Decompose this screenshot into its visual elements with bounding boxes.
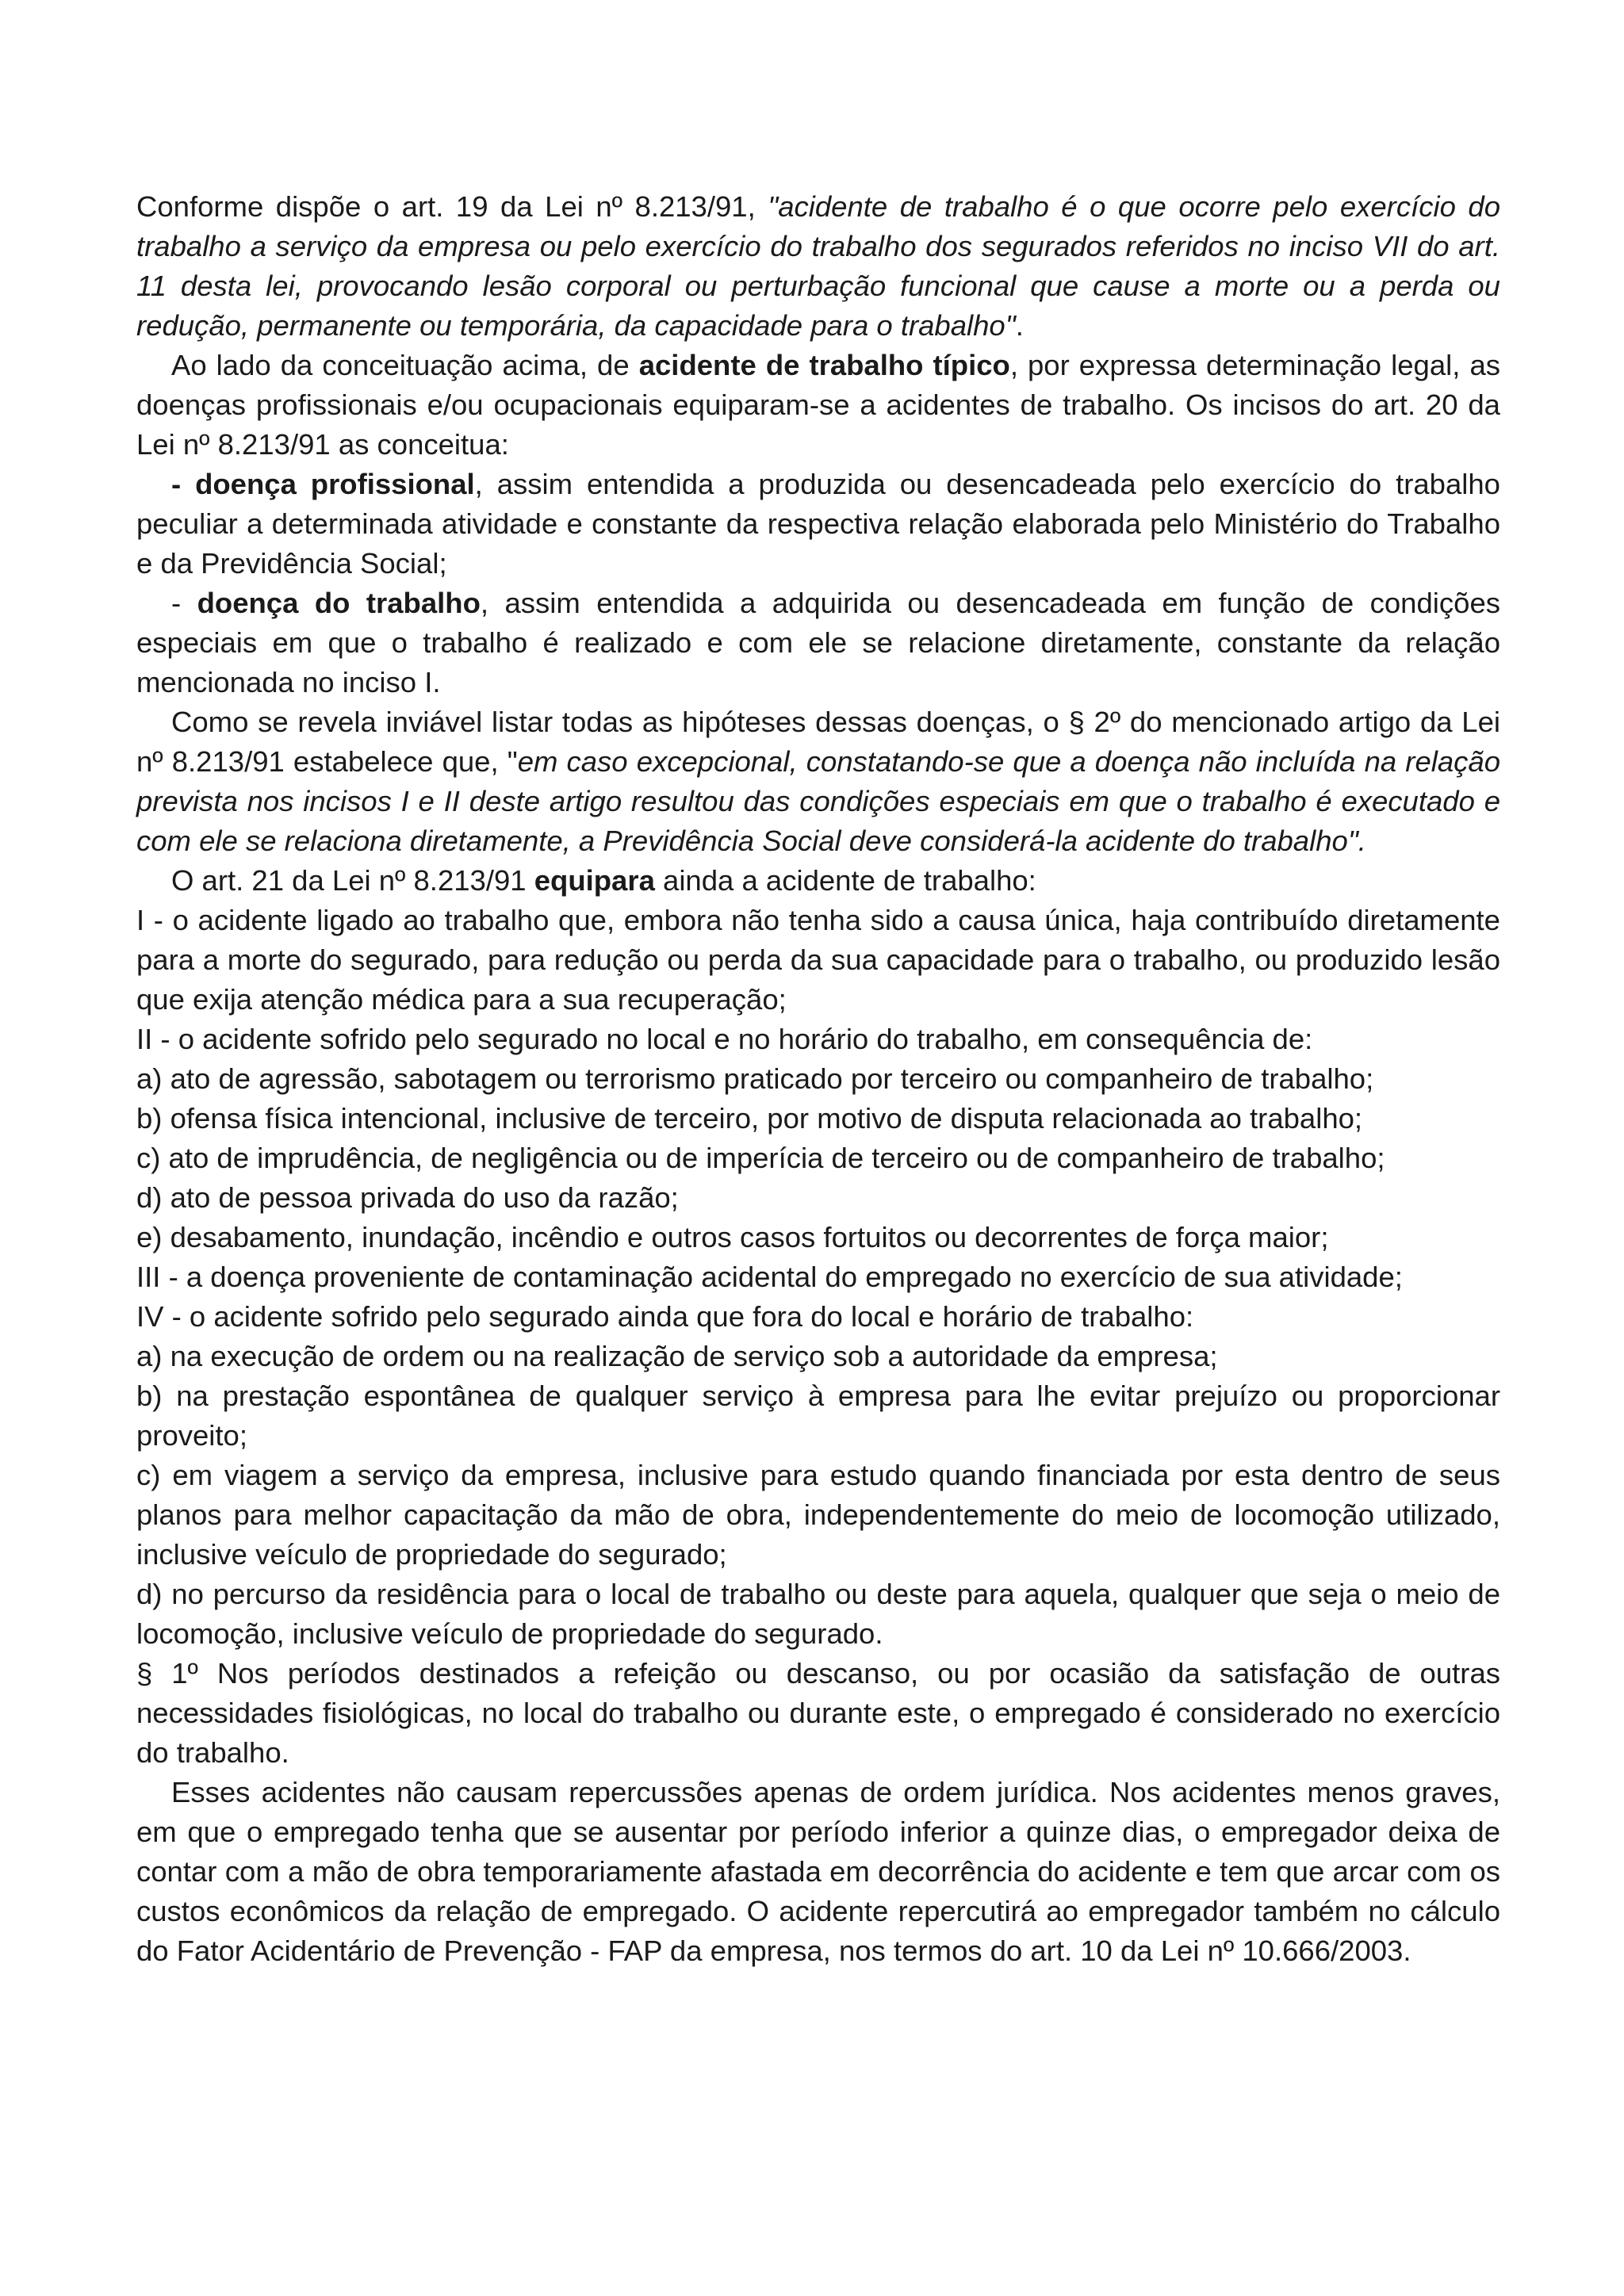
list-item: § 1º Nos períodos destinados a refeição ou descanso, ou por ocasião da satisfação de outras necessidades fisiológicas, no local do trabalho ou durante este, o empregado é considerado no exercício do trabalho. bbox=[136, 1657, 1500, 1769]
paragraph-doenca-profissional: - doença profissional, assim entendida a produzida ou desencadeada pelo exercício do trabalho peculiar a determinada atividade e constante da respectiva relação elaborada pelo Ministério do Trabalho e da Previdência Social; bbox=[136, 468, 1500, 580]
paragraph-doenca-trabalho: - doença do trabalho, assim entendida a adquirida ou desencadeada em função de condições especiais em que o trabalho é realizado e com ele se relacione diretamente, constante da relação mencionada no inciso I. bbox=[136, 587, 1500, 698]
paragraph-art21: O art. 21 da Lei nº 8.213/91 equipara ainda a acidente de trabalho: bbox=[171, 864, 1036, 897]
paragraph-art19: Conforme dispõe o art. 19 da Lei nº 8.213/91, "acidente de trabalho é o que ocorre pelo exercício do trabalho a serviço da empresa ou pelo exercício do trabalho dos segurados referidos no inciso VII do art. 11 desta lei, provocando lesão corporal ou perturbação funcional que cause a morte ou a perda ou redução, permanente ou temporária, da capacidade para o trabalho". bbox=[136, 190, 1500, 342]
term-doenca-trabalho: doença do trabalho bbox=[197, 587, 481, 619]
list-item: a) na execução de ordem ou na realização de serviço sob a autoridade da empresa; bbox=[136, 1340, 1218, 1372]
list-item: d) ato de pessoa privada do uso da razão; bbox=[136, 1181, 679, 1214]
list-item: c) em viagem a serviço da empresa, inclusive para estudo quando financiada por esta dentro de seus planos para melhor capacitação da mão de obra, independentemente do meio de locomoção utilizado, inclusive veículo de propriedade do segurado; bbox=[136, 1459, 1500, 1571]
list-item: II - o acidente sofrido pelo segurado no local e no horário do trabalho, em consequência de: bbox=[136, 1023, 1313, 1055]
list-item: b) na prestação espontânea de qualquer serviço à empresa para lhe evitar prejuízo ou proporcionar proveito; bbox=[136, 1380, 1500, 1452]
paragraph-conceituacao: Ao lado da conceituação acima, de acidente de trabalho típico, por expressa determinação legal, as doenças profissionais e/ou ocupacionais equiparam-se a acidentes de trabalho. Os incisos do art. 20 da Lei nº 8.213/91 as conceitua: bbox=[136, 349, 1500, 461]
list-item: IV - o acidente sofrido pelo segurado ainda que fora do local e horário de trabalho: bbox=[136, 1300, 1194, 1333]
paragrafo-2-quote: em caso excepcional, constatando-se que a doença não incluída na relação prevista nos incisos I e II deste artigo resultou das condições especiais em que o trabalho é executado e com ele se relaciona diretamente, a Previdência Social deve considerá-la acidente do trabalho". bbox=[136, 745, 1500, 857]
list-item: I - o acidente ligado ao trabalho que, embora não tenha sido a causa única, haja contribuído diretamente para a morte do segurado, para redução ou perda da sua capacidade para o trabalho, ou produzido lesão que exija atenção médica para a sua recuperação; bbox=[136, 904, 1500, 1016]
art19-quote: "acidente de trabalho é o que ocorre pelo exercício do trabalho a serviço da empresa ou pelo exercício do trabalho dos segurados referidos no inciso VII do art. 11 desta lei, provocando lesão corporal ou perturbação funcional que cause a morte ou a perda ou redução, permanente ou temporária, da capacidade para o trabalho" bbox=[136, 190, 1500, 342]
list-item: c) ato de imprudência, de negligência ou de imperícia de terceiro ou de companheiro de trabalho; bbox=[136, 1142, 1385, 1174]
term-equipara: equipara bbox=[534, 864, 655, 897]
list-item: b) ofensa física intencional, inclusive de terceiro, por motivo de disputa relacionada ao trabalho; bbox=[136, 1102, 1363, 1135]
paragraph-repercussoes: Esses acidentes não causam repercussões apenas de ordem jurídica. Nos acidentes menos graves, em que o empregado tenha que se ausentar por período inferior a quinze dias, o empregador deixa de contar com a mão de obra temporariamente afastada em decorrência do acidente e tem que arcar com os custos econômicos da relação de empregado. O acidente repercutirá ao empregador também no cálculo do Fator Acidentário de Prevenção - FAP da empresa, nos termos do art. 10 da Lei nº 10.666/2003. bbox=[136, 1776, 1500, 1967]
list-item: a) ato de agressão, sabotagem ou terrorismo praticado por terceiro ou companheiro de trabalho; bbox=[136, 1062, 1374, 1095]
term-acidente-tipico: acidente de trabalho típico bbox=[638, 349, 1010, 381]
list-item: d) no percurso da residência para o local de trabalho ou deste para aquela, qualquer que seja o meio de locomoção, inclusive veículo de propriedade do segurado. bbox=[136, 1578, 1500, 1650]
list-item: III - a doença proveniente de contaminação acidental do empregado no exercício de sua atividade; bbox=[136, 1261, 1403, 1293]
paragraph-paragrafo-2: Como se revela inviável listar todas as hipóteses dessas doenças, o § 2º do mencionado artigo da Lei nº 8.213/91 estabelece que, "em caso excepcional, constatando-se que a doença não incluída na relação prevista nos incisos I e II deste artigo resultou das condições especiais em que o trabalho é executado e com ele se relaciona diretamente, a Previdência Social deve considerá-la acidente do trabalho". bbox=[136, 706, 1500, 857]
document-body bbox=[136, 187, 1500, 1971]
term-doenca-profissional: - doença profissional bbox=[171, 468, 475, 500]
list-item: e) desabamento, inundação, incêndio e outros casos fortuitos ou decorrentes de força maior; bbox=[136, 1221, 1329, 1253]
